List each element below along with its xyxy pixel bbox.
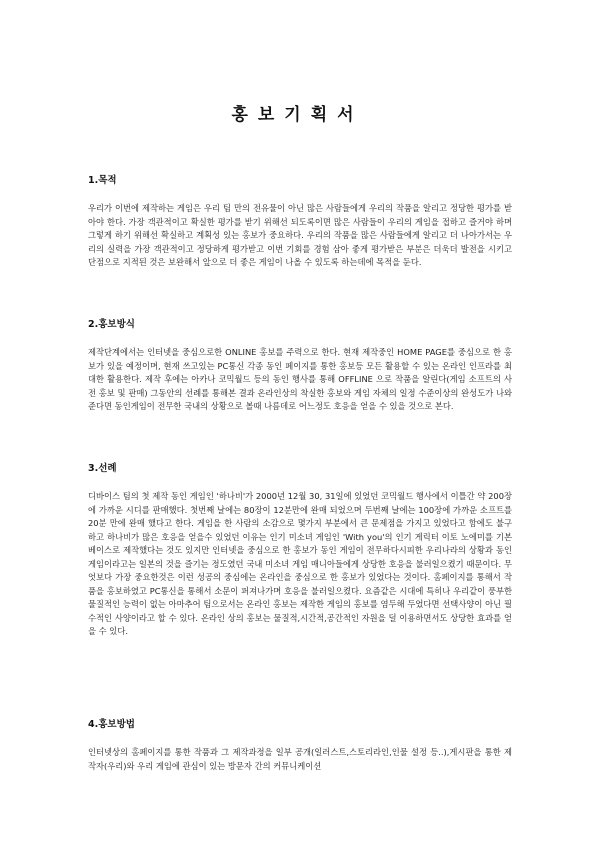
section-body: 우리가 이번에 제작하는 게임은 우리 팀 만의 전유물이 아닌 많은 사람들에게 우리의 작품을 알리고 정당한 평가를 받아야 한다. 가장 객관적이고 확실한 평가를 받기 위해선 되도록이면 많은 사람들이 우리의 게임을 접하고 즐거야 하며 그렇게 하기 위해선 확실하고 계획성 있는 홍보가 중요하다. 우리의 작품을 많은 사람들에게 알리고 더 나아가서는 우리의 실력을 가장 객관적이고 정당하게 평가받고 이번 기회를 경험 삼아 좋게 평가받은 부분은 더욱더 발전을 시키고 단점으로 지적된 것은 보완해서 앞으로 더 좋은 게임이 나올 수 있도록 하는데에 목적을 둔다. xyxy=(88,203,512,267)
section-body: 디바이스 팀의 첫 제작 동인 게임인 '하나비'가 2000년 12월 30, 31일에 있었던 코믹월드 행사에서 이틀간 약 200장에 가까운 시디를 판매했다. 첫번째 날에는 80장이 12분만에 완매 되었으며 두번째 날에는 100장에 가까운 소프트를 20분 만에 완매 했다고 한다. 게임을 한 사람의 소감으로 몇가지 부분에서 큰 문제점을 가지고 있었다고 함에도 불구하고 하나비가 많은 호응을 얻을수 있었던 이유는 인기 미소녀 게임인 'With you'의 인기 게릭터 이토 노에미를 기본 베이스로 제작했다는 것도 있지만 인터넷을 중심으로 한 홍보가 동인 게임이 전무하다시피한 우리나라의 상황과 동인게임이라고는 일본의 것을 즐기는 정도였던 국내 미소녀 게임 매니아들에게 상당한 호응을 불러일으켰기 때문이다. 무엇보다 가장 중요한것은 이런 성공의 중심에는 온라인을 중심으로 한 홍보가 있었다는 것이다. 홈페이지를 통해서 작품을 홍보하였고 PC통신을 통해서 소문이 퍼져나가며 호응을 불러일으켰다. 요즘같은 시대에 특히나 우리같이 풍부한 물질적인 능력이 없는 아마추어 팀으로서는 온라인 홍보는 제작한 게임의 홍보를 염두해 두었다면 선택사양이 아닌 필수적인 사양이라고 할 수 있다. 온라인 상의 홍보는 물질적,시간적,공간적인 자원을 덜 이용하면서도 상당한 효과를 얻을 수 있다. xyxy=(88,491,512,636)
section-body: 인터넷상의 홈페이지를 통한 작품과 그 제작과정을 일부 공개(일러스트,스토리라인,인물 설정 등..),게시판을 통한 제작자(우리)와 우리 게임에 관심이 있는 방문자 간의 커뮤니케이션 xyxy=(88,747,512,771)
section-heading: 1.목적 xyxy=(88,175,117,186)
section-promotion-method xyxy=(88,316,512,414)
section-precedent xyxy=(88,460,512,639)
section-body: 제작단계에서는 인터넷을 중심으로한 ONLINE 홍보를 주력으로 한다. 현재 제작중인 HOME PAGE를 중심으로 한 홍보가 있을 예정이며, 현재 쓰고있는 PC통신 각종 동인 페이지를 통한 홍보등 모든 활용할 수 있는 온라인 인프라를 최대한 활용한다. 제작 후에는 아카나 코믹월드 등의 동인 행사를 통해 OFFLINE 으로 작품을 알린다(게임 소프트의 사전 홍보 및 판매) 그동안의 선례를 통해본 결과 온라인상의 착실한 홍보와 게임 자체의 일정 수준이상의 완성도가 나와준다면 동인게임이 전무한 국내의 상황으로 볼때 나름데로 어느정도 호응을 얻을 수 있을 것으로 본다. xyxy=(88,347,512,411)
section-heading: 3.선례 xyxy=(88,463,117,474)
section-heading: 2.홍보방식 xyxy=(88,319,135,330)
section-heading: 4.홍보방법 xyxy=(88,719,135,730)
section-purpose xyxy=(88,172,512,270)
document-title: 홍보기획서 xyxy=(231,105,364,125)
section-promotion-means xyxy=(88,716,512,773)
